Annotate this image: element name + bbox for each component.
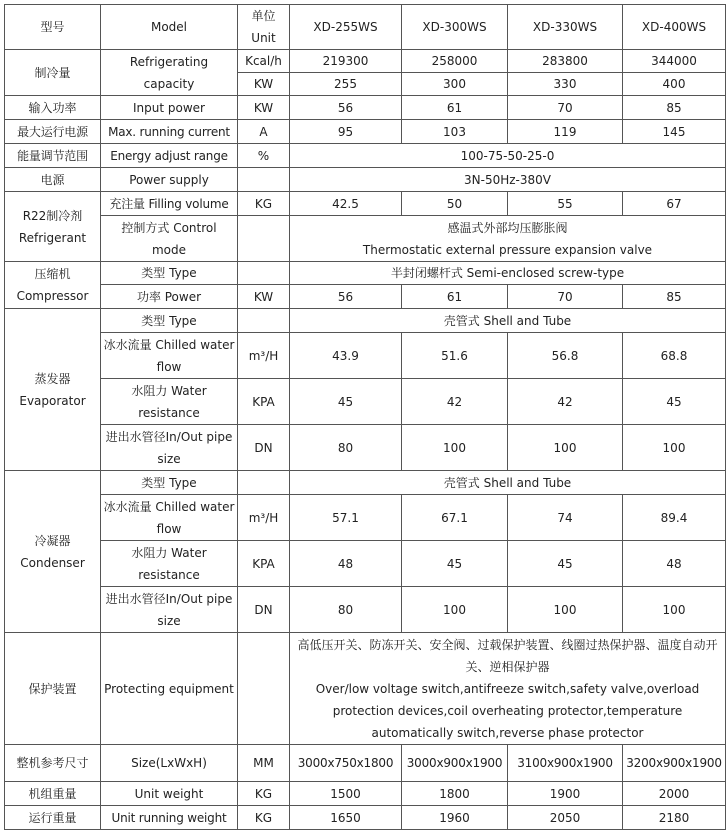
row-en-label: 类型 Type	[101, 471, 238, 495]
value-cell: 1900	[508, 782, 623, 806]
value-cell: 43.9	[290, 333, 402, 379]
value-cell: 100	[402, 587, 508, 633]
compressor-power-row	[5, 285, 726, 309]
refrigerant-control-row	[5, 216, 726, 262]
value-cell: 74	[508, 495, 623, 541]
value-cell: 100	[508, 587, 623, 633]
value-cell: 300	[402, 73, 508, 96]
condenser-pipe-row	[5, 587, 726, 633]
value-cell: 3200x900x1900	[623, 745, 726, 782]
unit-cell: KW	[238, 96, 290, 120]
unit-cell	[238, 471, 290, 495]
value-cell: 2000	[623, 782, 726, 806]
value-cell: 283800	[508, 50, 623, 73]
row-label: 电源	[5, 168, 101, 192]
unit-cell: DN	[238, 425, 290, 471]
evaporator-flow-row	[5, 333, 726, 379]
row-en-label: 类型 Type	[101, 309, 238, 333]
cooling-en-label: Refrigerating capacity	[101, 50, 238, 96]
cooling-row	[5, 50, 726, 73]
unit-cell: KG	[238, 782, 290, 806]
value-cell: 70	[508, 285, 623, 309]
unit-cell: A	[238, 120, 290, 144]
row-en-label: Unit running weight	[101, 806, 238, 830]
cooling-label: 制冷量	[5, 50, 101, 96]
model-cn-header: 型号	[5, 5, 101, 50]
unit-cell: KW	[238, 73, 290, 96]
value-cell: 145	[623, 120, 726, 144]
value-cell: 56	[290, 96, 402, 120]
value-cell: 344000	[623, 50, 726, 73]
row-en-label: Input power	[101, 96, 238, 120]
unit-cell: DN	[238, 587, 290, 633]
condenser-flow-row	[5, 495, 726, 541]
value-cell: 2180	[623, 806, 726, 830]
row-en-label: Size(LxWxH)	[101, 745, 238, 782]
compressor-type-row	[5, 262, 726, 285]
refrigerant-fill-row	[5, 192, 726, 216]
value-cell: 3000x900x1900	[402, 745, 508, 782]
model-cell: XD-330WS	[508, 5, 623, 50]
unit-cell: %	[238, 144, 290, 168]
value-cell: 70	[508, 96, 623, 120]
protection-label: 保护装置	[5, 633, 101, 745]
value-cell: 2050	[508, 806, 623, 830]
protection-row	[5, 633, 726, 745]
power-supply-row	[5, 168, 726, 192]
unit-cell: KG	[238, 806, 290, 830]
row-label: 能量调节范围	[5, 144, 101, 168]
value-cell: 51.6	[402, 333, 508, 379]
value-cell: 100	[508, 425, 623, 471]
row-label: 整机参考尺寸	[5, 745, 101, 782]
value-cell: 48	[623, 541, 726, 587]
value-cell: 255	[290, 73, 402, 96]
condenser-type-row	[5, 471, 726, 495]
value-cell: 61	[402, 285, 508, 309]
protection-value: 高低压开关、防冻开关、安全阀、过载保护装置、线圈过热保护器、温度自动开关、逆相保护器 Over/low voltage switch,antifreeze switch,safety valve,overload protection devices,coil overheating protector,temperature automatically switch,reverse phase protector	[290, 633, 726, 745]
merged-value: 3N-50Hz-380V	[290, 168, 726, 192]
compressor-label: 压缩机 Compressor	[5, 262, 101, 309]
row-en-label: 水阻力 Water resistance	[101, 541, 238, 587]
merged-value: 壳管式 Shell and Tube	[290, 471, 726, 495]
spec-table	[4, 4, 726, 830]
value-cell: 95	[290, 120, 402, 144]
value-cell: 57.1	[290, 495, 402, 541]
unit-cell: MM	[238, 745, 290, 782]
unit-cell	[238, 168, 290, 192]
value-cell: 3000x750x1800	[290, 745, 402, 782]
unit-cell: KPA	[238, 541, 290, 587]
model-cell: XD-400WS	[623, 5, 726, 50]
value-cell: 100	[402, 425, 508, 471]
value-cell: 56	[290, 285, 402, 309]
value-cell: 100	[623, 425, 726, 471]
protection-en-label: Protecting equipment	[101, 633, 238, 745]
value-cell: 219300	[290, 50, 402, 73]
running-weight-row	[5, 806, 726, 830]
merged-value: 壳管式 Shell and Tube	[290, 309, 726, 333]
evaporator-resistance-row	[5, 379, 726, 425]
condenser-resistance-row	[5, 541, 726, 587]
row-en-label: Power supply	[101, 168, 238, 192]
max-current-row	[5, 120, 726, 144]
evaporator-label: 蒸发器 Evaporator	[5, 309, 101, 471]
value-cell: 1650	[290, 806, 402, 830]
unit-cell: m³/H	[238, 495, 290, 541]
row-en-label: 冰水流量 Chilled water flow	[101, 495, 238, 541]
row-en-label: Energy adjust range	[101, 144, 238, 168]
condenser-label: 冷凝器 Condenser	[5, 471, 101, 633]
value-cell: 42	[508, 379, 623, 425]
value-cell: 400	[623, 73, 726, 96]
value-cell: 67	[623, 192, 726, 216]
row-en-label: Unit weight	[101, 782, 238, 806]
row-en-label: 进出水管径In/Out pipe size	[101, 587, 238, 633]
refrigerant-label: R22制冷剂 Refrigerant	[5, 192, 101, 262]
value-cell: 50	[402, 192, 508, 216]
value-cell: 42	[402, 379, 508, 425]
evaporator-pipe-row	[5, 425, 726, 471]
value-cell: 48	[290, 541, 402, 587]
model-cell: XD-300WS	[402, 5, 508, 50]
row-label: 运行重量	[5, 806, 101, 830]
row-label: 输入功率	[5, 96, 101, 120]
value-cell: 68.8	[623, 333, 726, 379]
merged-value: 半封闭螺杆式 Semi-enclosed screw-type	[290, 262, 726, 285]
value-cell: 45	[290, 379, 402, 425]
unit-cell	[238, 262, 290, 285]
evaporator-type-row	[5, 309, 726, 333]
merged-value: 感温式外部均压膨胀阀 Thermostatic external pressure expansion valve	[290, 216, 726, 262]
value-cell: 80	[290, 587, 402, 633]
model-cell: XD-255WS	[290, 5, 402, 50]
row-en-label: 充注量 Filling volume	[101, 192, 238, 216]
value-cell: 1500	[290, 782, 402, 806]
unit-cell: m³/H	[238, 333, 290, 379]
unit-cell	[238, 633, 290, 745]
model-en-header: Model	[101, 5, 238, 50]
weight-row	[5, 782, 726, 806]
row-label: 机组重量	[5, 782, 101, 806]
row-en-label: 类型 Type	[101, 262, 238, 285]
unit-cell: Kcal/h	[238, 50, 290, 73]
value-cell: 45	[402, 541, 508, 587]
value-cell: 3100x900x1900	[508, 745, 623, 782]
value-cell: 45	[623, 379, 726, 425]
input-power-row	[5, 96, 726, 120]
merged-value: 100-75-50-25-0	[290, 144, 726, 168]
value-cell: 89.4	[623, 495, 726, 541]
value-cell: 61	[402, 96, 508, 120]
value-cell: 258000	[402, 50, 508, 73]
value-cell: 42.5	[290, 192, 402, 216]
unit-cell	[238, 216, 290, 262]
row-en-label: 水阻力 Water resistance	[101, 379, 238, 425]
value-cell: 56.8	[508, 333, 623, 379]
unit-cell: KG	[238, 192, 290, 216]
unit-cell: KW	[238, 285, 290, 309]
value-cell: 1800	[402, 782, 508, 806]
unit-header: 单位 Unit	[238, 5, 290, 50]
energy-row	[5, 144, 726, 168]
value-cell: 67.1	[402, 495, 508, 541]
value-cell: 45	[508, 541, 623, 587]
row-label: 最大运行电源	[5, 120, 101, 144]
row-en-label: 冰水流量 Chilled water flow	[101, 333, 238, 379]
unit-cell	[238, 309, 290, 333]
row-en-label: 控制方式 Control mode	[101, 216, 238, 262]
value-cell: 55	[508, 192, 623, 216]
value-cell: 330	[508, 73, 623, 96]
row-en-label: 进出水管径In/Out pipe size	[101, 425, 238, 471]
value-cell: 103	[402, 120, 508, 144]
value-cell: 119	[508, 120, 623, 144]
size-row	[5, 745, 726, 782]
unit-cell: KPA	[238, 379, 290, 425]
value-cell: 85	[623, 285, 726, 309]
value-cell: 80	[290, 425, 402, 471]
header-row	[5, 5, 726, 50]
row-en-label: Max. running current	[101, 120, 238, 144]
row-en-label: 功率 Power	[101, 285, 238, 309]
value-cell: 100	[623, 587, 726, 633]
value-cell: 1960	[402, 806, 508, 830]
value-cell: 85	[623, 96, 726, 120]
